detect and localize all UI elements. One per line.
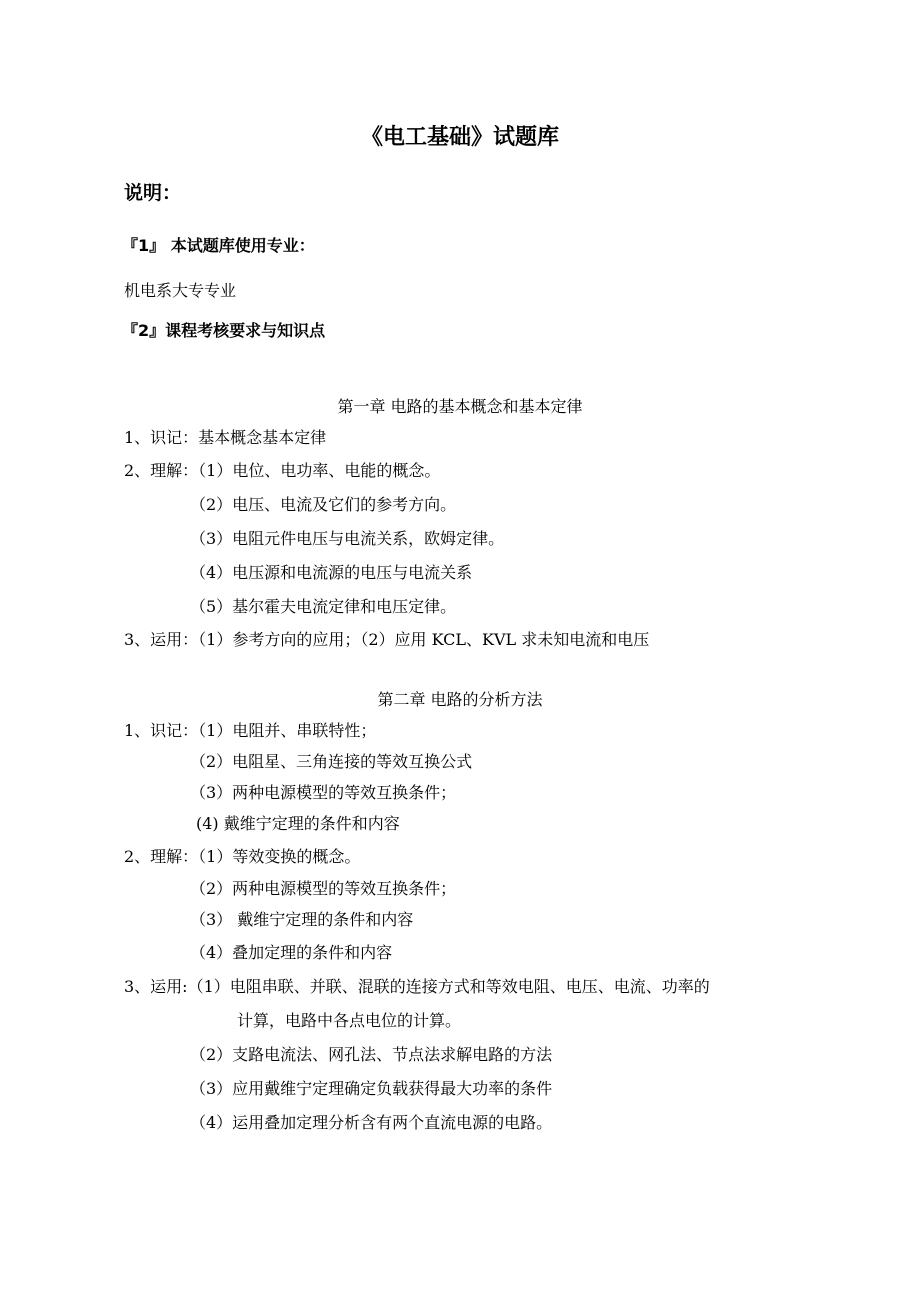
chapter-2-line: 计算，电路中各点电位的计算。: [237, 1011, 462, 1030]
section-2-heading: 『2』课程考核要求与知识点: [122, 321, 326, 340]
chapter-2-line: （4）运用叠加定理分析含有两个直流电源的电路。: [190, 1113, 553, 1132]
chapter-2-line: （2）支路电流法、网孔法、节点法求解电路的方法: [190, 1045, 553, 1064]
chapter-1-line: 3、运用：（1）参考方向的应用；（2）应用 KCL、KVL 求未知电流和电压: [124, 630, 650, 649]
chapter-2-title: 第二章 电路的分析方法: [377, 690, 543, 709]
document-title: 《电工基础》试题库: [360, 125, 559, 150]
chapter-1-line: 2、理解：（1）电位、电功率、电能的概念。: [124, 461, 441, 480]
chapter-2-line: 2、理解：（1）等效变换的概念。: [124, 847, 361, 866]
chapter-2-line: 1、识记：（1）电阻并、串联特性；: [124, 721, 377, 740]
chapter-2-line: (4) 戴维宁定理的条件和内容: [196, 814, 400, 833]
chapter-2-line: （3） 戴维宁定理的条件和内容: [190, 910, 414, 929]
chapter-1-line: （5）基尔霍夫电流定律和电压定律。: [190, 597, 457, 616]
chapter-2-line: （2）两种电源模型的等效互换条件；: [190, 879, 457, 898]
chapter-1-title: 第一章 电路的基本概念和基本定律: [337, 397, 583, 416]
section-1-body: 机电系大专专业: [124, 281, 237, 300]
chapter-1-line: （4）电压源和电流源的电压与电流关系: [190, 563, 473, 582]
intro-label: 说明：: [124, 182, 182, 204]
chapter-2-line: （3）应用戴维宁定理确定负载获得最大功率的条件: [190, 1079, 553, 1098]
chapter-2-line: （4）叠加定理的条件和内容: [190, 943, 393, 962]
chapter-2-line: （2）电阻星、三角连接的等效互换公式: [190, 752, 473, 771]
chapter-1-line: 1、识记：基本概念基本定律: [124, 428, 327, 447]
chapter-1-line: （2）电压、电流及它们的参考方向。: [190, 495, 457, 514]
chapter-2-line: （3）两种电源模型的等效互换条件；: [190, 783, 457, 802]
chapter-1-line: （3）电阻元件电压与电流关系，欧姆定律。: [190, 529, 505, 548]
section-1-heading: 『1』 本试题库使用专业：: [122, 236, 315, 255]
chapter-2-line: 3、运用:（1）电阻串联、并联、混联的连接方式和等效电阻、电压、电流、功率的: [124, 977, 710, 996]
